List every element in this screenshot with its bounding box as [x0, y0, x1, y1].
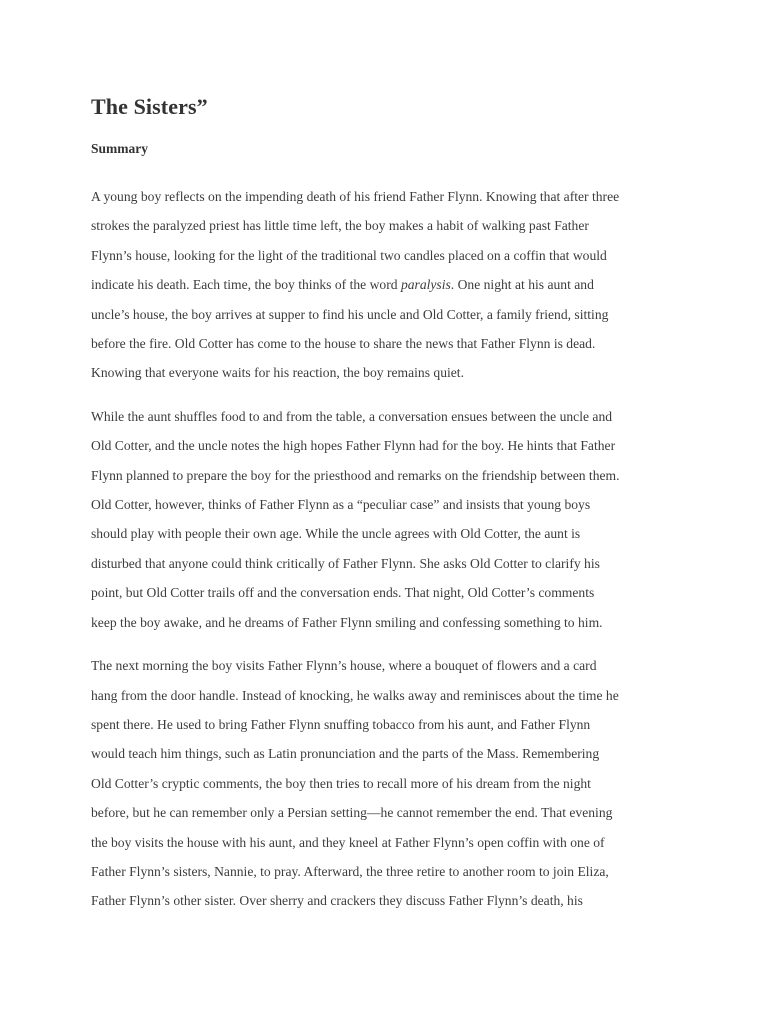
document-title: The Sisters”: [91, 94, 208, 119]
text-line: Old Cotter, however, thinks of Father Flynn as a “peculiar case” and insists that young boys: [91, 497, 591, 513]
text-line: Flynn’s house, looking for the light of the traditional two candles placed on a coffin that would: [91, 247, 607, 263]
text-line: keep the boy awake, and he dreams of Father Flynn smiling and confessing something to him.: [91, 614, 603, 630]
text-line: Father Flynn’s sisters, Nannie, to pray. Afterward, the three retire to another room to join Eliza,: [91, 863, 609, 879]
text-line: strokes the paralyzed priest has little time left, the boy makes a habit of walking past Father: [91, 218, 589, 234]
text-line: Father Flynn’s other sister. Over sherry and crackers they discuss Father Flynn’s death, his: [91, 893, 583, 909]
text-line: The next morning the boy visits Father Flynn’s house, where a bouquet of flowers and a card: [91, 658, 597, 674]
text-line: A young boy reflects on the impending death of his friend Father Flynn. Knowing that after three: [91, 189, 620, 204]
section-heading-summary: Summary: [91, 141, 148, 156]
italic-term-paralysis: paralysis: [400, 277, 451, 293]
text-run: . One night at his aunt and: [450, 277, 594, 293]
text-line: would teach him things, such as Latin pronunciation and the parts of the Mass. Remembering: [91, 746, 600, 762]
paragraph-2: [91, 402, 691, 637]
text-line: disturbed that anyone could think critically of Father Flynn. She asks Old Cotter to clarify his: [91, 555, 600, 571]
document-page: [91, 92, 691, 916]
text-line: the boy visits the house with his aunt, and they kneel at Father Flynn’s open coffin with one of: [91, 834, 605, 850]
text-run: indicate his death. Each time, the boy thinks of the word: [91, 277, 401, 293]
text-line: before, but he can remember only a Persian setting—he cannot remember the end. That evening: [91, 805, 613, 821]
text-line: Old Cotter’s cryptic comments, the boy then tries to recall more of his dream from the night: [91, 775, 591, 791]
paragraph-3: [91, 651, 691, 916]
text-line: Knowing that everyone waits for his reaction, the boy remains quiet.: [91, 365, 464, 381]
text-line: hang from the door handle. Instead of knocking, he walks away and reminisces about the time he: [91, 687, 619, 703]
paragraph-1: [91, 182, 691, 388]
text-line: Flynn planned to prepare the boy for the priesthood and remarks on the friendship between them.: [91, 467, 620, 483]
text-line: uncle’s house, the boy arrives at supper to find his uncle and Old Cotter, a family friend, sitting: [91, 306, 609, 322]
text-line: point, but Old Cotter trails off and the conversation ends. That night, Old Cotter’s comments: [91, 585, 595, 601]
text-line: While the aunt shuffles food to and from the table, a conversation ensues between the uncle and: [91, 408, 613, 424]
text-line: spent there. He used to bring Father Flynn snuffing tobacco from his aunt, and Father Flynn: [91, 716, 591, 732]
text-line: Old Cotter, and the uncle notes the high hopes Father Flynn had for the boy. He hints that Father: [91, 438, 616, 454]
text-line: [91, 270, 691, 299]
text-line: before the fire. Old Cotter has come to the house to share the news that Father Flynn is dead.: [91, 336, 596, 352]
text-line: should play with people their own age. While the uncle agrees with Old Cotter, the aunt is: [91, 526, 581, 542]
